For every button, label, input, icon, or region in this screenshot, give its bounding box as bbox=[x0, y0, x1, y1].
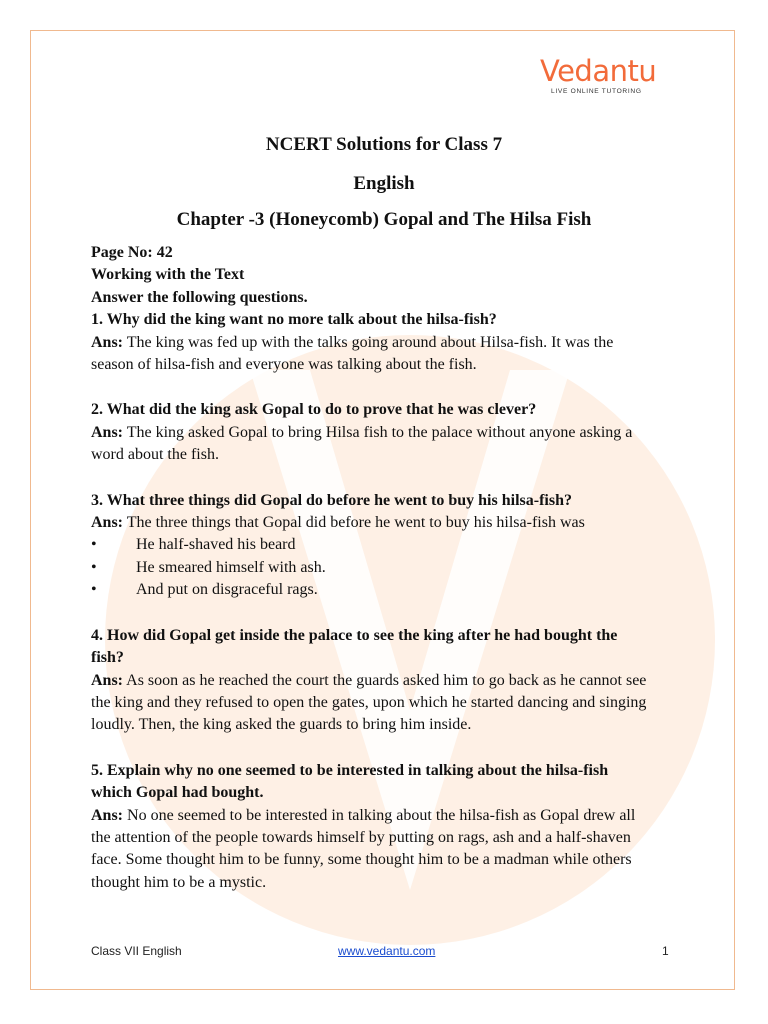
bullet-icon: • bbox=[91, 558, 97, 576]
footer-class-label: Class VII English bbox=[91, 944, 182, 958]
answer-text: No one seemed to be interested in talking about the hilsa-fish as Gopal drew all the attention of the people towards himself by putting on rags, ash and a half-shaven face. Some thought him to be funny, some thought him to be a madman while others thought him to be a mystic. bbox=[91, 806, 636, 891]
document-title: NCERT Solutions for Class 7 bbox=[265, 134, 503, 155]
instruction: Answer the following questions. bbox=[91, 288, 308, 306]
ans-label: Ans: bbox=[91, 423, 124, 441]
qa-item-3 bbox=[91, 490, 651, 602]
answer bbox=[91, 422, 651, 467]
question: 4. How did Gopal get inside the palace to see the king after he had bought the fish? bbox=[91, 626, 618, 667]
bullet-text: He smeared himself with ash. bbox=[136, 558, 326, 576]
document-body bbox=[91, 242, 651, 894]
document-subject: English bbox=[353, 173, 415, 194]
ans-label: Ans: bbox=[91, 514, 124, 532]
answer bbox=[91, 332, 651, 377]
question: 2. What did the king ask Gopal to do to prove that he was clever? bbox=[91, 401, 537, 419]
answer-text: The king was fed up with the talks going around about Hilsa-fish. It was the season of hilsa-fish and everyone was talking about the fish. bbox=[91, 333, 614, 374]
ans-label: Ans: bbox=[91, 671, 124, 689]
vedantu-logo[interactable] bbox=[540, 54, 657, 105]
bullet-text: He half-shaved his beard bbox=[136, 536, 296, 554]
answer bbox=[91, 805, 651, 895]
qa-item-1 bbox=[91, 309, 651, 376]
question: 1. Why did the king want no more talk about the hilsa-fish? bbox=[91, 311, 497, 329]
answer bbox=[91, 670, 651, 737]
bullet-item bbox=[91, 534, 651, 556]
section-heading: Working with the Text bbox=[91, 266, 245, 284]
answer-text: The king asked Gopal to bring Hilsa fish to the palace without anyone asking a word about the fish. bbox=[91, 423, 633, 464]
answer-text: As soon as he reached the court the guards asked him to go back as he cannot see the king and they refused to open the gates, upon which he started dancing and singing loudly. Then, the king asked the guards to bring him inside. bbox=[91, 671, 647, 734]
qa-item-2 bbox=[91, 399, 651, 466]
question: 5. Explain why no one seemed to be interested in talking about the hilsa-fish which Gopal had bought. bbox=[91, 761, 609, 802]
answer bbox=[91, 512, 651, 534]
chapter-title: Chapter -3 (Honeycomb) Gopal and The Hilsa Fish bbox=[176, 209, 592, 230]
footer-page-number: 1 bbox=[662, 944, 669, 958]
bullet-icon: • bbox=[91, 581, 97, 599]
bullet-item bbox=[91, 579, 651, 601]
logo-tagline: LIVE ONLINE TUTORING bbox=[551, 88, 642, 95]
bullet-item bbox=[91, 557, 651, 579]
ans-label: Ans: bbox=[91, 806, 124, 824]
page-number-label: Page No: 42 bbox=[91, 244, 173, 261]
qa-item-5 bbox=[91, 760, 651, 894]
footer-website-link[interactable]: www.vedantu.com bbox=[338, 944, 436, 958]
question: 3. What three things did Gopal do before he went to buy his hilsa-fish? bbox=[91, 491, 572, 509]
bullet-text: And put on disgraceful rags. bbox=[136, 581, 318, 599]
ans-label: Ans: bbox=[91, 333, 124, 351]
answer-text: The three things that Gopal did before he went to buy his hilsa-fish was bbox=[123, 514, 585, 532]
bullet-icon: • bbox=[91, 536, 97, 554]
qa-item-4 bbox=[91, 625, 651, 737]
logo-brand: Vedantu bbox=[540, 54, 657, 88]
